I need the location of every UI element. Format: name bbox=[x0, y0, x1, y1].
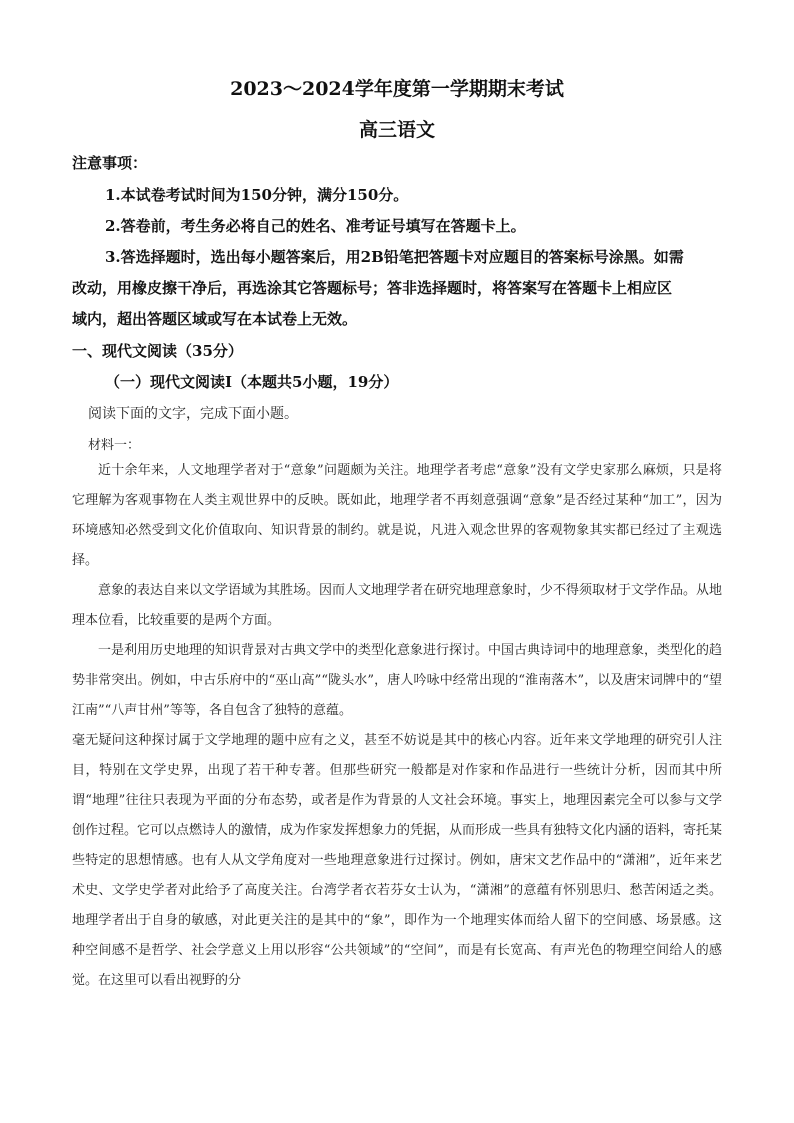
passage-paragraph: 意象的表达自来以文学语域为其胜场。因而人文地理学者在研究地理意象时，少不得须取材于文学作品。从地理本位看，比较重要的是两个方面。 bbox=[72, 583, 723, 628]
notice-heading: 注意事项： bbox=[72, 154, 148, 172]
exam-title: 2023～2024学年度第一学期期末考试 bbox=[230, 78, 564, 100]
reading-instruction: 阅读下面的文字，完成下面小题。 bbox=[88, 406, 298, 422]
notice-item-1: 1.本试卷考试时间为150分钟，满分150分。 bbox=[105, 186, 409, 204]
passage-paragraph: 毫无疑问这种探讨属于文学地理的题中应有之义，甚至不妨说是其中的核心内容。近年来文学地理的研究引人注目，特别在文学史界，出现了若干种专著。但那些研究一般都是对作家和作品进行一些统计分析，因而其中所谓“地理”往往只表现为平面的分布态势，或者是作为背景的人文社会环境。事实上，地理因素完全可以参与文学创作过程。它可以点燃诗人的激情，成为作家发挥想象力的凭据，从而形成一些具有独特文化内涵的语料，寄托某些特定的思想情感。也有人从文学角度对一些地理意象进行过探讨。例如，唐宋文艺作品中的“潇湘”，近年来艺术史、文学史学者对此给予了高度关注。台湾学者衣若芬女士认为，“潇湘”的意蕴有怀别思归、愁苦闲适之类。地理学者出于自身的敏感，对此更关注的是其中的“象”，即作为一个地理实体而给人留下的空间感、场景感。这种空间感不是哲学、社会学意义上用以形容“公共领域”的“空间”，而是有长宽高、有声光色的物理空间给人的感觉。在这里可以看出视野的分 bbox=[72, 733, 723, 988]
passage-paragraph: 近十余年来，人文地理学者对于“意象”问题颇为关注。地理学者考虑“意象”没有文学史家那么麻烦，只是将它理解为客观事物在人类主观世界中的反映。既如此，地理学者不再刻意强调“意象”是否经过某种“加工”，因为环境感知必然受到文化价值取向、知识背景的制约。就是说，凡进入观念世界的客观物象其实都已经过了主观选择。 bbox=[72, 463, 722, 568]
notice-item-3-line-2: 改动，用橡皮擦干净后，再选涂其它答题标号；答非选择题时，将答案写在答题卡上相应区 bbox=[72, 279, 673, 297]
section-heading: 一、现代文阅读（35分） bbox=[72, 342, 243, 360]
sub-section-heading: （一）现代文阅读Ⅰ（本题共5小题，19分） bbox=[105, 373, 399, 391]
material-label: 材料一： bbox=[88, 438, 141, 453]
notice-item-3-line-1: 3.答选择题时，选出每小题答案后，用2B铅笔把答题卡对应题目的答案标号涂黑。如需 bbox=[105, 248, 684, 266]
passage-paragraph: 一是利用历史地理的知识背景对古典文学中的类型化意象进行探讨。中国古典诗词中的地理意象，类型化的趋势非常突出。例如，中古乐府中的“巫山高”“陇头水”，唐人吟咏中经常出现的“淮南落木”，以及唐宋词牌中的“望江南”“八声甘州”等等，各自包含了独特的意蕴。 bbox=[72, 643, 723, 718]
notice-item-2: 2.答卷前，考生务必将自己的姓名、准考证号填写在答题卡上。 bbox=[105, 217, 526, 235]
reading-passage bbox=[72, 456, 722, 996]
exam-subject: 高三语文 bbox=[358, 119, 435, 141]
notice-item-3-line-3: 域内，超出答题区域或写在本试卷上无效。 bbox=[72, 310, 358, 328]
